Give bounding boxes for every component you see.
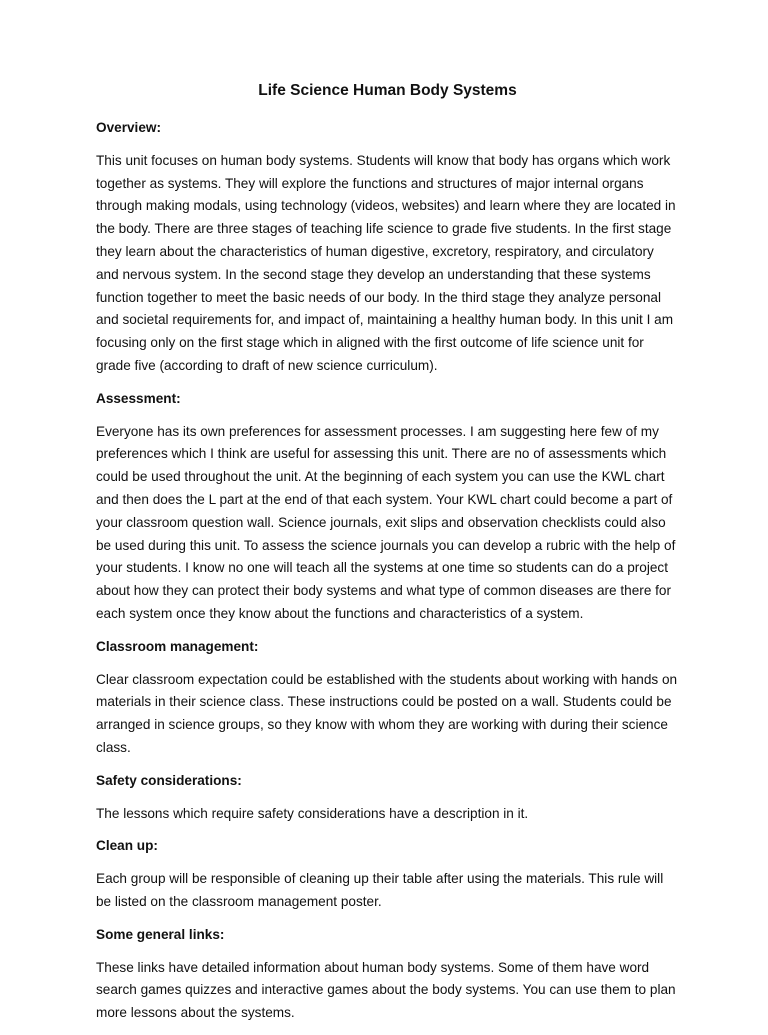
section-body: Clear classroom expectation could be established with the students about working with hands on materials in their science class. These instructions could be posted on a wall. Students could be arranged in science groups, so they know with whom they are working with during their science class.: [96, 671, 678, 755]
section-body: Each group will be responsible of cleaning up their table after using the materials. This rule will be listed on the classroom management poster.: [96, 871, 664, 909]
section-classroom-management: [96, 636, 679, 760]
section-heading: Classroom management:: [96, 638, 259, 654]
section-heading: Overview:: [96, 120, 161, 135]
section-body: The lessons which require safety considerations have a description in it.: [96, 805, 529, 821]
document-page: [96, 80, 679, 1035]
section-body: These links have detailed information about human body systems. Some of them have word search games quizzes and interactive games about the body systems. You can use them to plan more lessons about the systems.: [96, 959, 676, 1021]
section-heading: Clean up:: [96, 838, 158, 854]
section-safety-considerations: [96, 770, 679, 826]
section-heading: Assessment:: [96, 390, 181, 406]
section-heading: Some general links:: [96, 926, 225, 942]
section-heading: Safety considerations:: [96, 772, 242, 788]
section-overview: [96, 117, 679, 378]
section-general-links: [96, 924, 679, 1025]
section-body: This unit focuses on human body systems. Students will know that body has organs which work together as systems. They will explore the functions and structures of major internal organs through making modals, using technology (videos, websites) and learn where they are located in the body. There are three stages of teaching life science to grade five students. In the first stage they learn about the characteristics of human digestive, excretory, respiratory, and circulatory and nervous system. In the second stage they develop an understanding that these systems function together to meet the basic needs of our body. In the third stage they analyze personal and societal requirements for, and impact of, maintaining a healthy human body. In this unit I am focusing only on the first stage which in aligned with the first outcome of life science unit for grade five (according to draft of new science curriculum).: [96, 152, 676, 373]
section-assessment: [96, 388, 679, 626]
section-body: Everyone has its own preferences for assessment processes. I am suggesting here few of my preferences which I think are useful for assessing this unit. There are no of assessments which could be used throughout the unit. At the beginning of each system you can use the KWL chart and then does the L part at the end of that each system. Your KWL chart could become a part of your classroom question wall. Science journals, exit slips and observation checklists could also be used during this unit. To assess the science journals you can develop a rubric with the help of your students. I know no one will teach all the systems at one time so students can do a project about how they can protect their body systems and what type of common diseases are there for each system once they know about the functions and characteristics of a system.: [96, 423, 676, 621]
document-title: Life Science Human Body Systems: [258, 82, 517, 99]
section-clean-up: [96, 835, 679, 913]
